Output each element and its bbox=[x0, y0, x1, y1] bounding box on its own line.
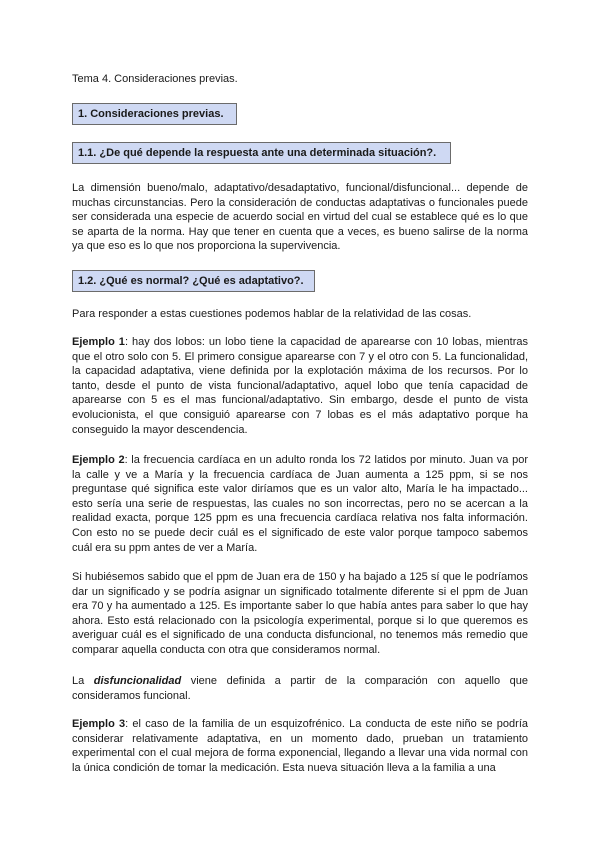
paragraph-ejemplo-1 bbox=[72, 335, 528, 437]
ejemplo-3-label: Ejemplo 3 bbox=[72, 718, 126, 730]
disf-term: disfuncionalidad bbox=[93, 675, 182, 687]
heading-consideraciones-previas: 1. Consideraciones previas. bbox=[72, 103, 237, 125]
disf-suffix: viene definida a partir de la comparación con aquello que consideramos funcional. bbox=[72, 675, 528, 702]
ejemplo-1-label: Ejemplo 1 bbox=[72, 336, 125, 348]
ejemplo-3-text: : el caso de la familia de un esquizofrénico. La conducta de este niño se podría considerar relativamente adaptativa, en un momento dado, prueban un tratamiento experimental con el cual mejora de forma exponencial, llegando a llevar una vida normal con la única condición de tomar la medicación. Esta nueva situación lleva a la familia a una bbox=[72, 718, 528, 774]
ejemplo-2-label: Ejemplo 2 bbox=[72, 454, 125, 466]
ejemplo-2-text: : la frecuencia cardíaca en un adulto ronda los 72 latidos por minuto. Juan va por la calle y ve a María y la frecuencia cardíaca de Juan aumenta a 125 ppm, si se nos preguntase qué significa este valor diríamos que es un valor alto, María le ha impactado... esto sería una serie de respuestas, las cuales no son incorrectas, pero no se acercan a la realidad exacta, porque 125 ppm es una frecuencia cardíaca relativa nos falta información. Con esto no se puede decir cuál es el significado de este valor porque tampoco sabemos cuál era su ppm antes de ver a María. bbox=[72, 454, 528, 554]
heading-normal-adaptativo: 1.2. ¿Qué es normal? ¿Qué es adaptativo?. bbox=[72, 270, 315, 292]
paragraph-hubiesemos: Si hubiésemos sabido que el ppm de Juan era de 150 y ha bajado a 125 sí que le podríamos dar un significado y se podría asignar un significado totalmente diferente si el ppm de Juan era 70 y ha aumentado a 125. Es importante saber lo que había antes para saber lo que hay ahora. Esto está relacionado con la psicología experimental, porque si lo que queremos es averiguar cuál es el significado de una conducta disfuncional, no tenemos más remedio que comparar aquella conducta con otra que consideramos normal. bbox=[72, 571, 528, 656]
paragraph-ejemplo-2 bbox=[72, 453, 528, 555]
disf-prefix: La bbox=[72, 675, 94, 687]
paragraph-responder: Para responder a estas cuestiones podemos hablar de la relatividad de las cosas. bbox=[72, 308, 472, 320]
paragraph-dimension: La dimensión bueno/malo, adaptativo/desadaptativo, funcional/disfuncional... depende de muchas circunstancias. Pero la consideración de conductas adaptativas o funcionales puede ser considerada una especie de acuerdo social en virtud del cual se establece qué es lo que se aparta de la norma. Hay que tener en cuenta que a veces, es bueno salirse de la norma ya que eso es lo que nos proporciona la supervivencia. bbox=[72, 182, 528, 253]
ejemplo-1-text: : hay dos lobos: un lobo tiene la capacidad de aparearse con 10 lobas, mientras que el otro solo con 5. El primero consigue aparearse con 7 y el otro con 5. La funcionalidad, la capacidad adaptativa, viene definida por la explotación máxima de los recursos. Por lo tanto, desde el punto de vista funcional/adaptativo, aquel lobo que tenía capacidad de aparearse con 5 es el mas funcional/adaptativo. Sin embargo, desde el punto de vista evolucionista, el que consiguió aparearse con 7 lobas es el más adaptativo porque ha conseguido la mayor descendencia. bbox=[72, 336, 528, 436]
paragraph-disfuncionalidad bbox=[72, 674, 528, 703]
paragraph-ejemplo-3 bbox=[72, 717, 528, 775]
page-header: Tema 4. Consideraciones previas. bbox=[72, 73, 238, 85]
heading-respuesta-situacion: 1.1. ¿De qué depende la respuesta ante una determinada situación?. bbox=[72, 142, 451, 164]
